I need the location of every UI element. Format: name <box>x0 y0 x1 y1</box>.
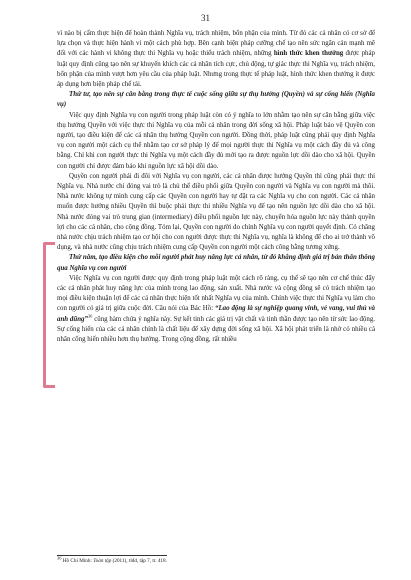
page-body <box>57 29 375 345</box>
footnote-divider <box>57 555 167 556</box>
quote: “Lao động là sự nghiệp quang vinh, vẻ vang, vui thú và anh dũng” <box>57 305 375 323</box>
page-number: 31 <box>201 13 210 23</box>
highlight-bracket <box>43 242 55 388</box>
paragraph-4: Việc Nghĩa vụ con người được quy định trong pháp luật một cách rõ ràng, cụ thể sẽ tạo nên cơ chế thúc đẩy các cá nhân phát huy năng lực của mình trong lao động, sản xuất. Nhà nước và cộng đồng sẽ có trách nhiệm tạo mọi điều kiện thuận lợi để các cá nhân thực hiện tốt nhất Nghĩa vụ của mình. Chính việc thực thi Nghĩa vụ làm cho con người có giá trị giữa cuộc đời. Câu nói của Bác Hồ: “Lao động là sự nghiệp quang vinh, vẻ vang, vui thú và anh dũng”$^{36}$ cũng hàm chứa ý nghĩa này. Sự kết tinh các giá trị vật chất và tinh thần được tạo nên từ sức lao động. Sự cống hiến của các cá nhân chính là chất liệu để xây dựng đời sống xã hội. Xã hội phát triển là nhờ có nhiều cá nhân cống hiến nhiều hơn thụ hưởng. Trong cộng đồng, rất nhiều <box>57 274 375 344</box>
footnote-ref: 36 <box>87 313 93 319</box>
paragraph-2: Việc quy định Nghĩa vụ con người trong pháp luật còn có ý nghĩa to lớn nhằm tạo nên sự cân bằng giữa việc thụ hưởng Quyền với việc thực thi Nghĩa vụ của mỗi cá nhân trong đời sống xã hội. Pháp luật bảo vệ Quyền con người, tạo điều kiện để các cá nhân thụ hưởng Quyền con người. Đồng thời, pháp luật cũng phải quy định Nghĩa vụ con người một cách cụ thể nhằm tạo cơ sở pháp lý để mọi người thực thi Nghĩa vụ một cách đầy đủ và công bằng. Chỉ khi con người thực thi Nghĩa vụ một cách đầy đủ mới tạo ra được nguồn lực dồi dào cho xã hội. Quyền con người chỉ được đảm bảo khi nguồn lực xã hội dồi dào. <box>57 111 375 170</box>
footnote: $^{36}$ Hồ Chí Minh: Toàn tập (2011), tlđd, tập 7, tr. 418. <box>57 555 167 564</box>
bold-phrase: hình thức khen thưởng <box>273 50 344 58</box>
section-heading-4: Thứ tư, tạo nên sự cân bằng trong thực tế cuộc sống giữa sự thụ hưởng (Quyền) và sự cống hiến (Nghĩa vụ) <box>57 91 375 109</box>
paragraph-3-highlighted: Quyền con người phải đi đôi với Nghĩa vụ con người, các cá nhân được hưởng Quyền thì cũng phải thực thi Nghĩa vụ. Nhà nước chỉ đóng vai trò là chủ thể điều phối giữa Quyền con người và Nghĩa vụ con người mà thôi. Nhà nước không tự mình cung cấp các Quyền con người hay tự đặt ra các Nghĩa vụ cho con người. Các cá nhân muốn được hưởng nhiều Quyền thì buộc phải thực thi nhiều Nghĩa vụ để tạo nên nguồn lực dồi dào cho xã hội. Nhà nước đóng vai trò trung gian (intermediary) điều phối nguồn lực này, chuyển hóa nguồn lực này thành quyền lợi cho các cá nhân, cho cộng đồng. Tóm lại, Quyền con người do chính Nghĩa vụ con người quyết định. Có chăng nhà nước chịu trách nhiệm tạo cơ hội cho con người được thực thi Nghĩa vụ, nghĩa là không để cho ai trở thành vô dụng, và nhà nước cũng chịu trách nhiệm cung cấp Quyền con người một cách công bằng tương xứng. <box>57 172 375 252</box>
paragraph-1: vì nào bị cấm thực hiện để hoàn thành Nghĩa vụ, trách nhiệm, bổn phận của mình. Từ đó các cá nhân có cơ sở để lựa chọn và thực hiện hành vi một cách phù hợp. Bên cạnh biện pháp cưỡng chế tạo nên sức ngăn cản mạnh mẽ đối với các hành vi không thực thi Nghĩa vụ hoặc thiếu trách nhiệm, những hình thức khen thưởng được pháp luật quy định cũng tạo nên sự khuyến khích các cá nhân tích cực, chủ động, tự giác thực thi Nghĩa vụ, trách nhiệm, bổn phận của mình vượt hơn yêu cầu của pháp luật. Nhưng trong thực tế pháp luật, hình thức khen thưởng ít được áp dụng hơn biện pháp chế tài. <box>57 30 376 89</box>
section-heading-5: Thứ năm, tạo điều kiện cho mỗi người phát huy năng lực cá nhân, từ đó khẳng định giá trị bản thân thông qua Nghĩa vụ con người <box>57 254 375 272</box>
